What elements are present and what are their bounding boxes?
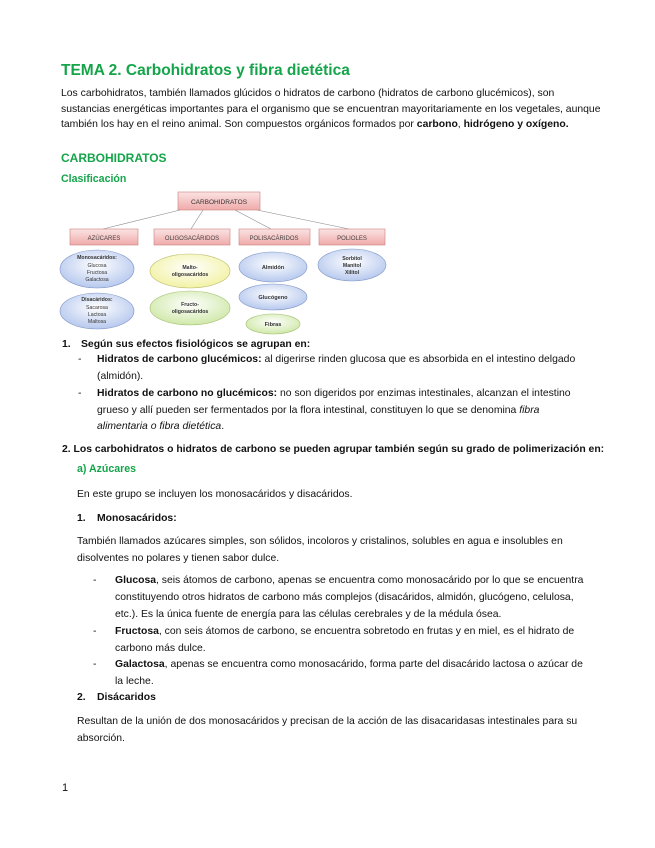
fructosa-line1: [115, 624, 574, 641]
mono-number: 1.: [77, 513, 86, 524]
galactosa-line2: la leche.: [115, 676, 154, 687]
point1-item2-line3: [97, 419, 224, 436]
diagram-ellipse-malto: [150, 254, 230, 288]
fructosa-bold: Fructosa: [115, 626, 159, 637]
point1-item1-bold: Hidratos de carbono glucémicos:: [97, 354, 262, 365]
point1-heading: Según sus efectos fisiológicos se agrupan en:: [81, 339, 311, 350]
intro-text: Los carbohidratos, también llamados glúcidos o hidratos de carbono (hidratos de carbono glucémicos), son sustancias energéticas importantes para el organismo que se encuentran mayoritariamente en los vegetales, aunque también los hay en el reino animal. Son compuestos orgánicos formados por: [61, 88, 601, 131]
point1-item2-line2-text: grueso y allí pueden ser fermentados por la flora intestinal, constituyen lo que se denomina: [97, 405, 520, 416]
page-title: TEMA 2. Carbohidratos y fibra dietética: [61, 62, 350, 79]
glucosa-bold: Glucosa: [115, 575, 156, 586]
point1-item1-line1: [97, 352, 575, 369]
diagram-polioles-xilitol: Xilitol: [344, 270, 360, 276]
point1-item2-bold: Hidratos de carbono no glucémicos:: [97, 388, 278, 399]
fructosa-marker: -: [93, 626, 97, 637]
glucosa-line1: [115, 573, 583, 590]
diagram-mono-fructosa: Fructosa: [86, 270, 108, 276]
diagram-malto-line1: Malto-: [182, 265, 198, 271]
point1-item1-line2: (almidón).: [97, 371, 144, 382]
diagram-category-polioles: POLIOLES: [337, 236, 367, 242]
galactosa-line1: [115, 657, 583, 674]
point1-item2-marker: -: [78, 388, 82, 399]
subsection-heading-clasificacion: Clasificación: [61, 173, 127, 185]
glucosa-text1: , seis átomos de carbono, apenas se encuentra como monosacárido por lo que se encuentra: [156, 575, 584, 586]
diagram-polioles-sorbitol: Sorbitol: [342, 256, 362, 262]
intro-paragraph: [61, 86, 606, 133]
point1-item2-text: no son digeridos por enzimas intestinales, alcanzan el intestino: [277, 388, 571, 399]
diagram-ellipse-fructo: [150, 291, 230, 325]
diagram-disa-sacarosa: Sacarosa: [86, 305, 108, 311]
diagram-mono-galactosa: Galactosa: [85, 277, 109, 283]
point1-item2-italic: fibra: [519, 405, 540, 416]
diagram-disa-lactosa: Lactosa: [87, 312, 107, 318]
diagram-disa-maltosa: Maltosa: [87, 319, 107, 325]
diagram-almidon-label: Almidón: [261, 265, 285, 271]
disa-line2: absorción.: [77, 733, 125, 744]
galactosa-text1: , apenas se encuentra como monosacárido, forma parte del disacárido lactosa o azúcar de: [164, 659, 583, 670]
intro-separator: ,: [457, 119, 464, 131]
diagram-malto-line2: oligosacáridos: [171, 272, 209, 278]
section-a-text: En este grupo se incluyen los monosacáridos y disacáridos.: [77, 489, 353, 500]
glucosa-line3: etc.). Es la única fuente de energía para las células cerebrales y de la médula ósea.: [115, 609, 502, 620]
diagram-fructo-line1: Fructo-: [181, 302, 199, 308]
mono-line2: disolventes no polares y tienen sabor dulce.: [77, 553, 280, 564]
galactosa-bold: Galactosa: [115, 659, 165, 670]
intro-bold-carbono: carbono: [416, 119, 458, 131]
point1-item2-line2: [97, 403, 539, 420]
fructosa-text1: , con seis átomos de carbono, se encuentra sobretodo en frutas y en miel, es el hidrato de: [158, 626, 575, 637]
disa-line1: Resultan de la unión de dos monosacáridos y precisan de la acción de las disacaridasas intestinales para su: [77, 716, 578, 727]
disa-heading: Disácaridos: [97, 692, 156, 703]
intro-bold-hidrogeno-oxigeno: hidrógeno y oxígeno.: [463, 119, 569, 131]
diagram-category-polisacaridos: POLISACÁRIDOS: [249, 236, 299, 242]
mono-heading: Monosacáridos:: [97, 513, 177, 524]
point1-item1-marker: -: [78, 354, 82, 365]
diagram-mono-heading: Monosacáridos:: [77, 255, 117, 261]
diagram-category-azucares: AZÚCARES: [87, 236, 121, 242]
diagram-category-oligosacaridos: OLIGOSACÁRIDOS: [164, 236, 220, 242]
diagram-fructo-line2: oligosacáridos: [171, 309, 209, 315]
fructosa-line2: carbono más dulce.: [115, 643, 206, 654]
diagram-polioles-manitol: Manitol: [342, 263, 362, 269]
diagram-fibras-label: Fibras: [264, 322, 282, 328]
point1-item1-text: al digerirse rinden glucosa que es absorbida en el intestino delgado: [261, 354, 576, 365]
point1-item2-line3-italic: alimentaria o fibra dietética: [97, 421, 222, 432]
glucosa-line2: constituyendo otros hidratos de carbono más complejos (disacáridos, almidón, glucógeno, celulosa,: [115, 592, 574, 603]
diagram-disa-heading: Disacáridos:: [81, 297, 113, 303]
classification-diagram: [57, 189, 387, 335]
diagram-root-label: CARBOHIDRATOS: [190, 199, 248, 206]
point1-item2-line1: [97, 386, 571, 403]
point2-heading: 2. Los carbohidratos o hidratos de carbono se pueden agrupar también según su grado de polimerización en:: [62, 444, 605, 455]
diagram-mono-glucosa: Glucosa: [87, 263, 107, 269]
galactosa-marker: -: [93, 659, 97, 670]
section-heading-carbohidratos: CARBOHIDRATOS: [61, 151, 167, 165]
point1-item2-line3-end: .: [221, 421, 225, 432]
mono-line1: También llamados azúcares simples, son sólidos, incoloros y cristalinos, solubles en agua e insolubles en: [77, 536, 563, 547]
disa-number: 2.: [77, 692, 86, 703]
diagram-glucogeno-label: Glucógeno: [258, 295, 288, 301]
glucosa-marker: -: [93, 575, 97, 586]
page-number: 1: [62, 782, 69, 794]
section-a-heading: a) Azúcares: [77, 463, 137, 475]
point1-number: 1.: [62, 339, 71, 350]
